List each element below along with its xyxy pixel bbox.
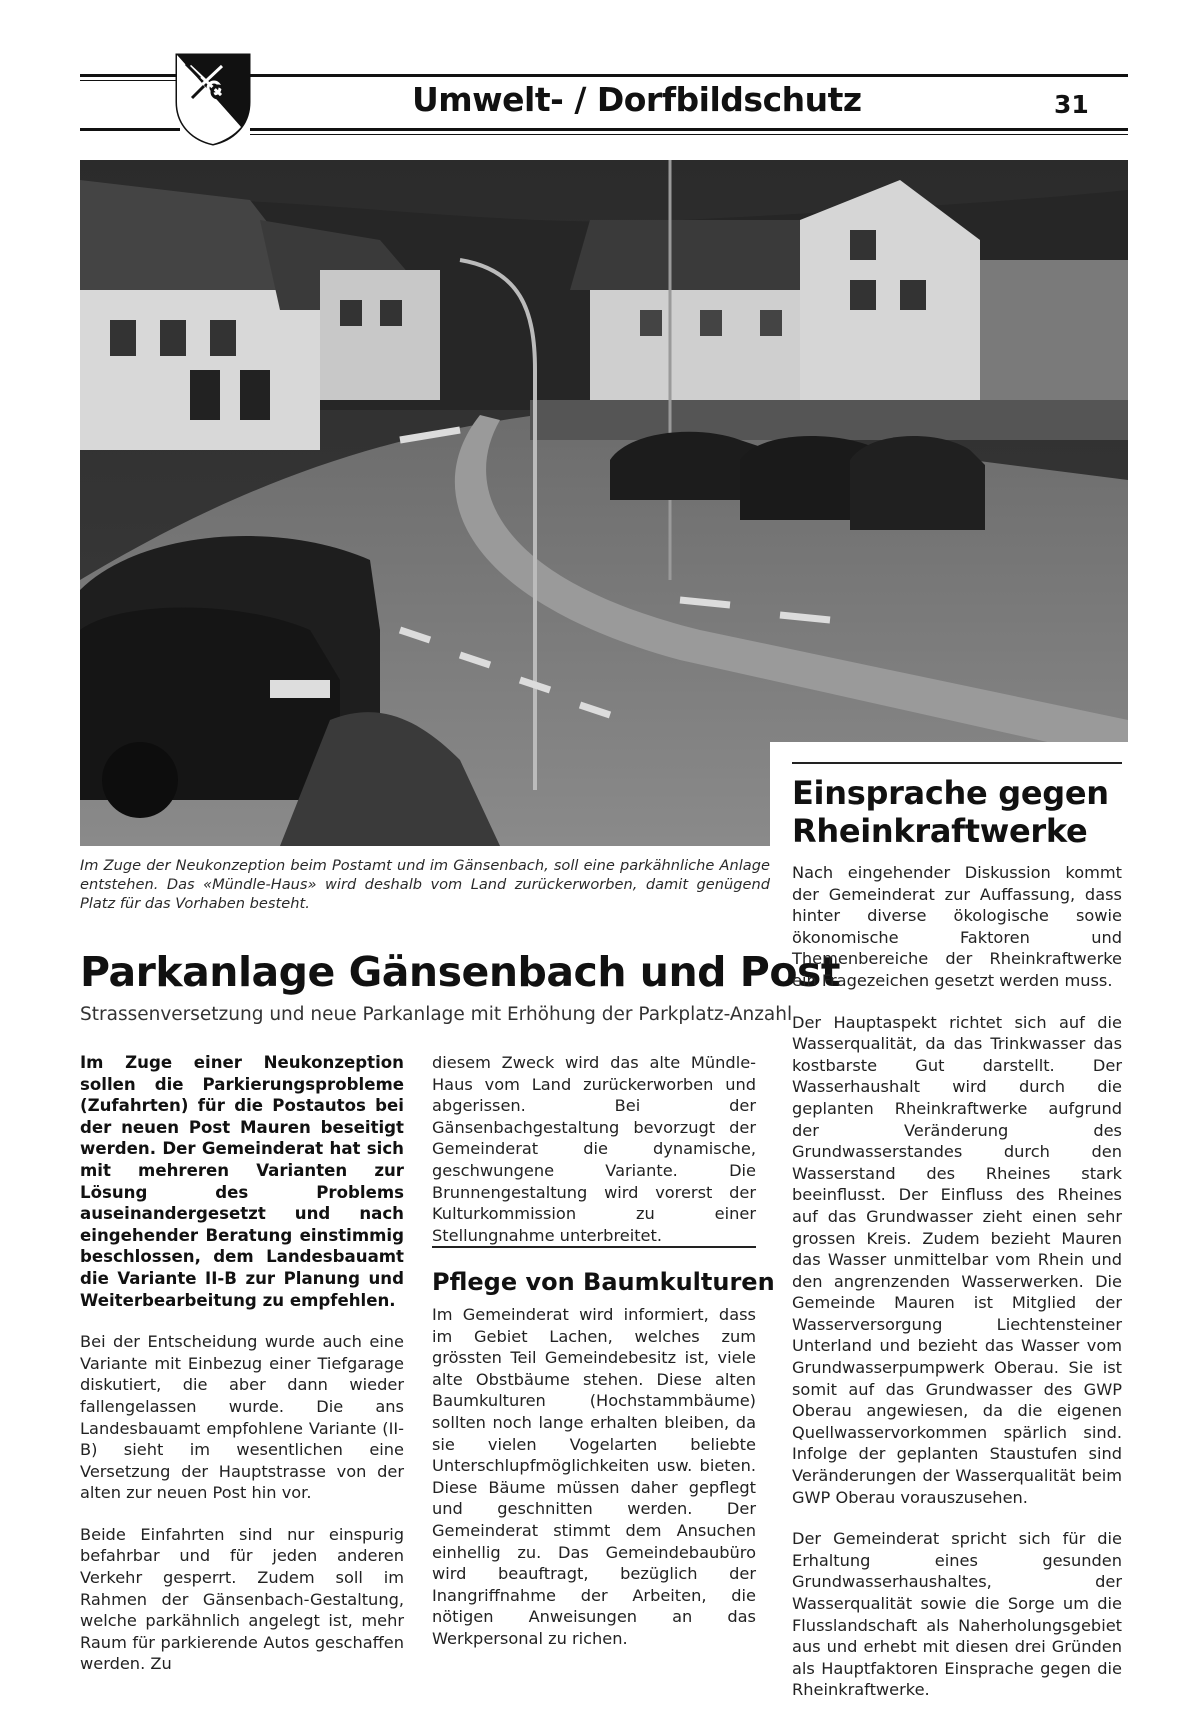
einsprache-paragraph: Nach eingehender Diskussion kommt der Gemeinderat zur Auffassung, dass hinter diverse ökologische sowie ökonomische Faktoren und Themenbereiche der Rheinkraftwerke ein Fragezeichen gesetzt werden muss. bbox=[792, 863, 1122, 990]
baum-text: Im Gemeinderat wird informiert, dass im Gebiet Lachen, welches zum grössten Teil Gemeindebesitz ist, viele alte Obstbäume stehen. Diese alten Baumkulturen (Hochstammbäume) sollten noch lange erhalten bleiben, da sie vielen Vogelarten beliebte Unterschlupfmöglichkeiten usw. bieten. Diese Bäume müssen daher gepflegt und geschnitten werden. Der Gemeinderat stimmt dem Ansuchen einhellig zu. Das Gemeindebaubüro wird beauftragt, bezüglich der Inangriffnahme der Arbeiten, die nötigen Anweisungen an das Werkpersonal zu richen. bbox=[432, 1305, 756, 1648]
einsprache-paragraph: Der Gemeinderat spricht sich für die Erhaltung eines gesunden Grundwasserhaushaltes, der Wasserqualität sowie die Sorge um die Flusslandschaft als Naherholungsgebiet aus und erhebt mit diesen drei Gründen als Hauptfaktoren Einsprache gegen die Rheinkraftwerke. bbox=[792, 1529, 1122, 1700]
municipal-coat-of-arms-icon bbox=[174, 52, 252, 146]
header-rule-top-right bbox=[250, 74, 1128, 77]
baum-column bbox=[432, 1304, 756, 1670]
header-rule-bottom-right bbox=[250, 128, 1128, 131]
section-divider bbox=[432, 1246, 756, 1248]
article-paragraph: diesem Zweck wird das alte Mündle-Haus vom Land zurückerworben und abgerissen. Bei der Gänsenbachgestaltung bevorzugt der Gemeinderat die dynamische, geschwungene Variante. Die Brunnengestaltung wird vorerst der Kulturkommission zu einer Stellungnahme unterbreitet. bbox=[432, 1053, 756, 1245]
section-title: Umwelt- / Dorfbildschutz bbox=[412, 80, 862, 119]
article-column-1 bbox=[80, 1052, 404, 1695]
header-rule-top-left bbox=[80, 74, 180, 77]
header-rule-thin-left bbox=[80, 80, 180, 81]
article-headline: Parkanlage Gänsenbach und Post bbox=[80, 948, 841, 996]
photo-caption: Im Zuge der Neukonzeption beim Postamt und im Gänsenbach, soll eine parkähnliche Anlage entstehen. Das «Mündle-Haus» wird deshalb vom Land zurückerworben, damit genügend Platz für das Vorhaben besteht. bbox=[80, 857, 770, 912]
einsprache-title: Einsprache gegen Rheinkraftwerke bbox=[792, 774, 1109, 850]
article-paragraph: Bei der Entscheidung wurde auch eine Variante mit Einbezug einer Tiefgarage diskutiert, die aber dann wieder fallengelassen wurde. Die ans Landesbauamt empfohlene Variante (II-B) sieht im wesentlichen eine Versetzung der Hauptstrasse von der alten zur neuen Post hin vor. bbox=[80, 1332, 404, 1503]
einsprache-paragraph: Der Hauptaspekt richtet sich auf die Wasserqualität, da das Trinkwasser das kostbarste Gut darstellt. Der Wasserhaushalt wird durch die geplanten Rheinkraftwerke aufgrund der Veränderung des Grundwasserstandes durch den Wasserstand des Rheines stark beeinflusst. Der Einfluss des Rheines auf das Grundwasser zieht einen sehr grossen Kreis. Zudem bezieht Mauren das Wasser unmittelbar vom Rhein und den angrenzenden Wasserwerken. Die Gemeinde Mauren ist Mitglied der Wasserversorgung Liechtensteiner Unterland und bezieht das Wasser vom Grundwasserpumpwerk Oberau. Sie ist somit auf das Grundwasser des GWP Oberau angewiesen, da die eigenen Quellwasservorkommen spärlich sind. Infolge der geplanten Staustufen sind Veränderungen der Wasserqualität beim GWP Oberau vorauszusehen. bbox=[792, 1012, 1122, 1507]
header-rule-bottom-left bbox=[80, 128, 180, 131]
page-number: 31 bbox=[1054, 90, 1089, 119]
baum-title: Pflege von Baumkulturen bbox=[432, 1268, 775, 1296]
article-lead: Im Zuge einer Neukonzeption sollen die Parkierungsprobleme (Zufahrten) für die Postautos bei der neuen Post Mauren beseitigt werden. Der Gemeinderat hat sich mit mehreren Varianten zur Lösung des Problems auseinandergesetzt und nach eingehender Beratung einstimmig beschlossen, dem Landesbauamt die Variante II-B zur Planung und Weiterbearbeitung zu empfehlen. bbox=[80, 1053, 404, 1310]
article-subheadline: Strassenversetzung und neue Parkanlage mit Erhöhung der Parkplatz-Anzahl bbox=[80, 1004, 793, 1025]
article-column-2 bbox=[432, 1052, 756, 1266]
article-paragraph: Beide Einfahrten sind nur einspurig befahrbar und für jeden anderen Verkehr gesperrt. Zudem soll im Rahmen der Gänsenbach-Gestaltung, welche parkähnlich angelegt ist, mehr Raum für parkierende Autos geschaffen werden. Zu bbox=[80, 1524, 404, 1674]
einsprache-column bbox=[792, 862, 1122, 1721]
header-rule-thin-right bbox=[250, 134, 1128, 135]
section-divider bbox=[792, 762, 1122, 764]
